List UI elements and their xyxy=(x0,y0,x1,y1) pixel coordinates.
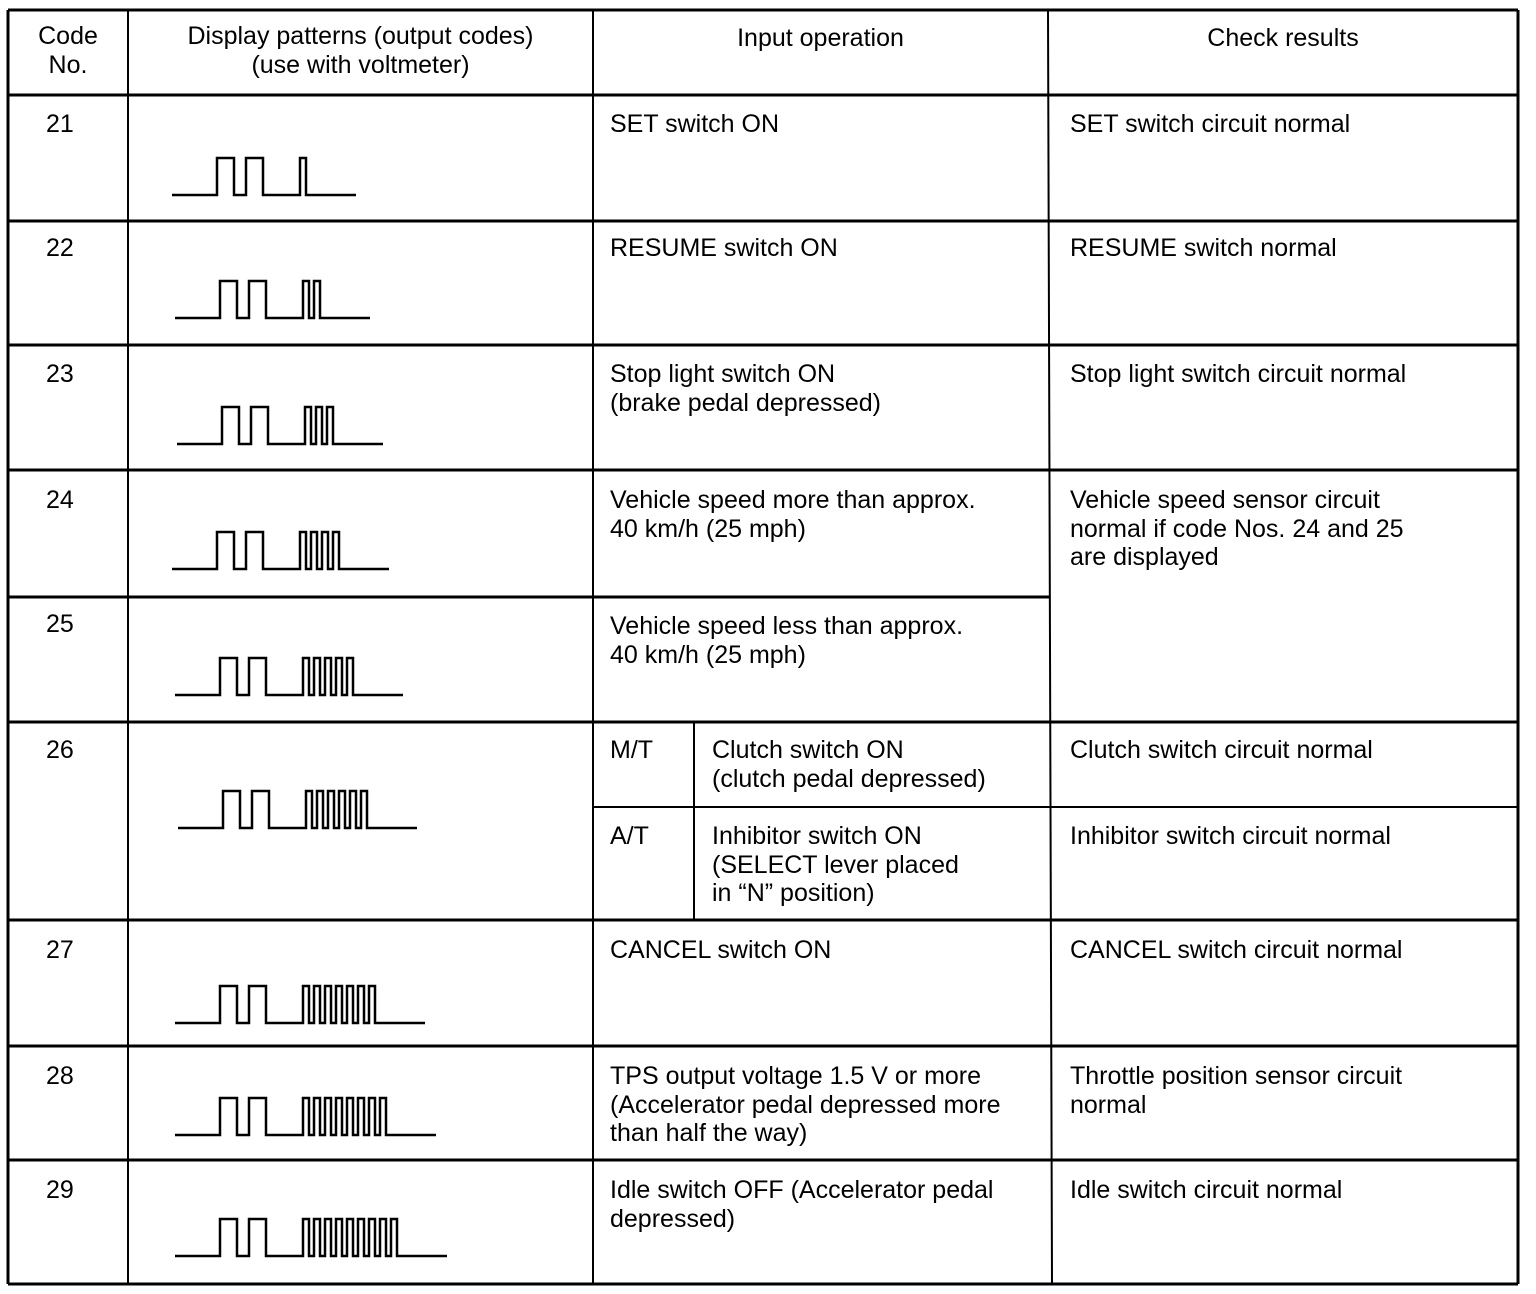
result-27-line1: CANCEL switch circuit normal xyxy=(1070,936,1403,964)
result-23 xyxy=(1070,360,1406,389)
result-26-at xyxy=(1070,822,1391,851)
result-24-line1: Vehicle speed sensor circuit xyxy=(1070,486,1380,514)
pulse-pattern-26 xyxy=(178,791,417,828)
code-29: 29 xyxy=(46,1176,74,1204)
input-21-line1: SET switch ON xyxy=(610,110,780,138)
header-code-no-line1: Code xyxy=(38,22,98,50)
header-check-results xyxy=(1048,24,1518,53)
input-29-line2: depressed) xyxy=(610,1204,736,1233)
result-24-line3: are displayed xyxy=(1070,543,1219,571)
header-input-operation xyxy=(593,24,1048,53)
header-display-patterns-line1: Display patterns (output codes) xyxy=(187,22,534,50)
input-22-line1: RESUME switch ON xyxy=(610,234,838,262)
input-26-mt xyxy=(712,736,986,793)
code-26: 26 xyxy=(46,736,74,764)
input-25 xyxy=(610,612,963,669)
input-24 xyxy=(610,486,976,543)
input-23-line2: (brake pedal depressed) xyxy=(610,388,881,417)
input-26-at-line3: in “N” position) xyxy=(712,879,875,907)
result-23-line1: Stop light switch circuit normal xyxy=(1070,360,1407,388)
result-24-line2: normal if code Nos. 24 and 25 xyxy=(1070,514,1404,543)
input-28 xyxy=(610,1062,1000,1148)
header-code-no-line2: No. xyxy=(48,51,88,79)
pulse-pattern-23 xyxy=(177,407,383,444)
input-26-at-line1: Inhibitor switch ON xyxy=(712,822,922,850)
input-29 xyxy=(610,1176,993,1233)
pulse-pattern-28 xyxy=(175,1098,436,1135)
input-24-line2: 40 km/h (25 mph) xyxy=(610,514,806,543)
result-22 xyxy=(1070,234,1337,263)
pulse-pattern-21 xyxy=(172,158,356,195)
result-29 xyxy=(1070,1176,1342,1205)
header-display-patterns xyxy=(128,22,593,80)
pulse-pattern-25 xyxy=(175,658,403,695)
col-divider-input xyxy=(1048,10,1052,1284)
input-24-line1: Vehicle speed more than approx. xyxy=(610,486,976,514)
header-input-operation-text: Input operation xyxy=(737,24,904,52)
pulse-pattern-29 xyxy=(175,1219,447,1256)
code-22: 22 xyxy=(46,234,74,262)
code-25: 25 xyxy=(46,610,74,638)
result-21 xyxy=(1070,110,1350,139)
input-26-at-line2: (SELECT lever placed xyxy=(712,850,959,879)
result-28-line2: normal xyxy=(1070,1090,1147,1119)
pulse-pattern-27 xyxy=(175,986,425,1023)
code-23: 23 xyxy=(46,360,74,388)
header-code-no xyxy=(8,22,128,80)
header-check-results-text: Check results xyxy=(1207,24,1359,52)
result-26-mt xyxy=(1070,736,1373,765)
input-28-line1: TPS output voltage 1.5 V or more xyxy=(610,1062,982,1090)
input-21 xyxy=(610,110,779,139)
input-29-line1: Idle switch OFF (Accelerator pedal xyxy=(610,1176,994,1204)
result-29-line1: Idle switch circuit normal xyxy=(1070,1176,1343,1204)
pulse-pattern-22 xyxy=(175,281,370,318)
input-28-line2: (Accelerator pedal depressed more xyxy=(610,1090,1001,1119)
code-28: 28 xyxy=(46,1062,74,1090)
input-25-line1: Vehicle speed less than approx. xyxy=(610,612,964,640)
result-26-mt-line1: Clutch switch circuit normal xyxy=(1070,736,1373,764)
input-22 xyxy=(610,234,838,263)
input-26-mt-line2: (clutch pedal depressed) xyxy=(712,764,986,793)
result-28 xyxy=(1070,1062,1402,1119)
pulse-pattern-24 xyxy=(172,532,389,569)
trans-mt: M/T xyxy=(610,736,654,764)
input-28-line3: than half the way) xyxy=(610,1119,808,1147)
result-27 xyxy=(1070,936,1402,965)
input-27 xyxy=(610,936,831,965)
result-21-line1: SET switch circuit normal xyxy=(1070,110,1351,138)
input-25-line2: 40 km/h (25 mph) xyxy=(610,640,806,669)
result-24-25 xyxy=(1070,486,1404,572)
code-27: 27 xyxy=(46,936,74,964)
trans-at: A/T xyxy=(610,822,649,850)
result-22-line1: RESUME switch normal xyxy=(1070,234,1337,262)
input-23-line1: Stop light switch ON xyxy=(610,360,836,388)
code-24: 24 xyxy=(46,486,74,514)
result-28-line1: Throttle position sensor circuit xyxy=(1070,1062,1403,1090)
input-26-mt-line1: Clutch switch ON xyxy=(712,736,904,764)
header-display-patterns-line2: (use with voltmeter) xyxy=(251,51,470,79)
input-26-at xyxy=(712,822,959,908)
result-26-at-line1: Inhibitor switch circuit normal xyxy=(1070,822,1391,850)
input-23 xyxy=(610,360,881,417)
code-21: 21 xyxy=(46,110,74,138)
input-27-line1: CANCEL switch ON xyxy=(610,936,832,964)
